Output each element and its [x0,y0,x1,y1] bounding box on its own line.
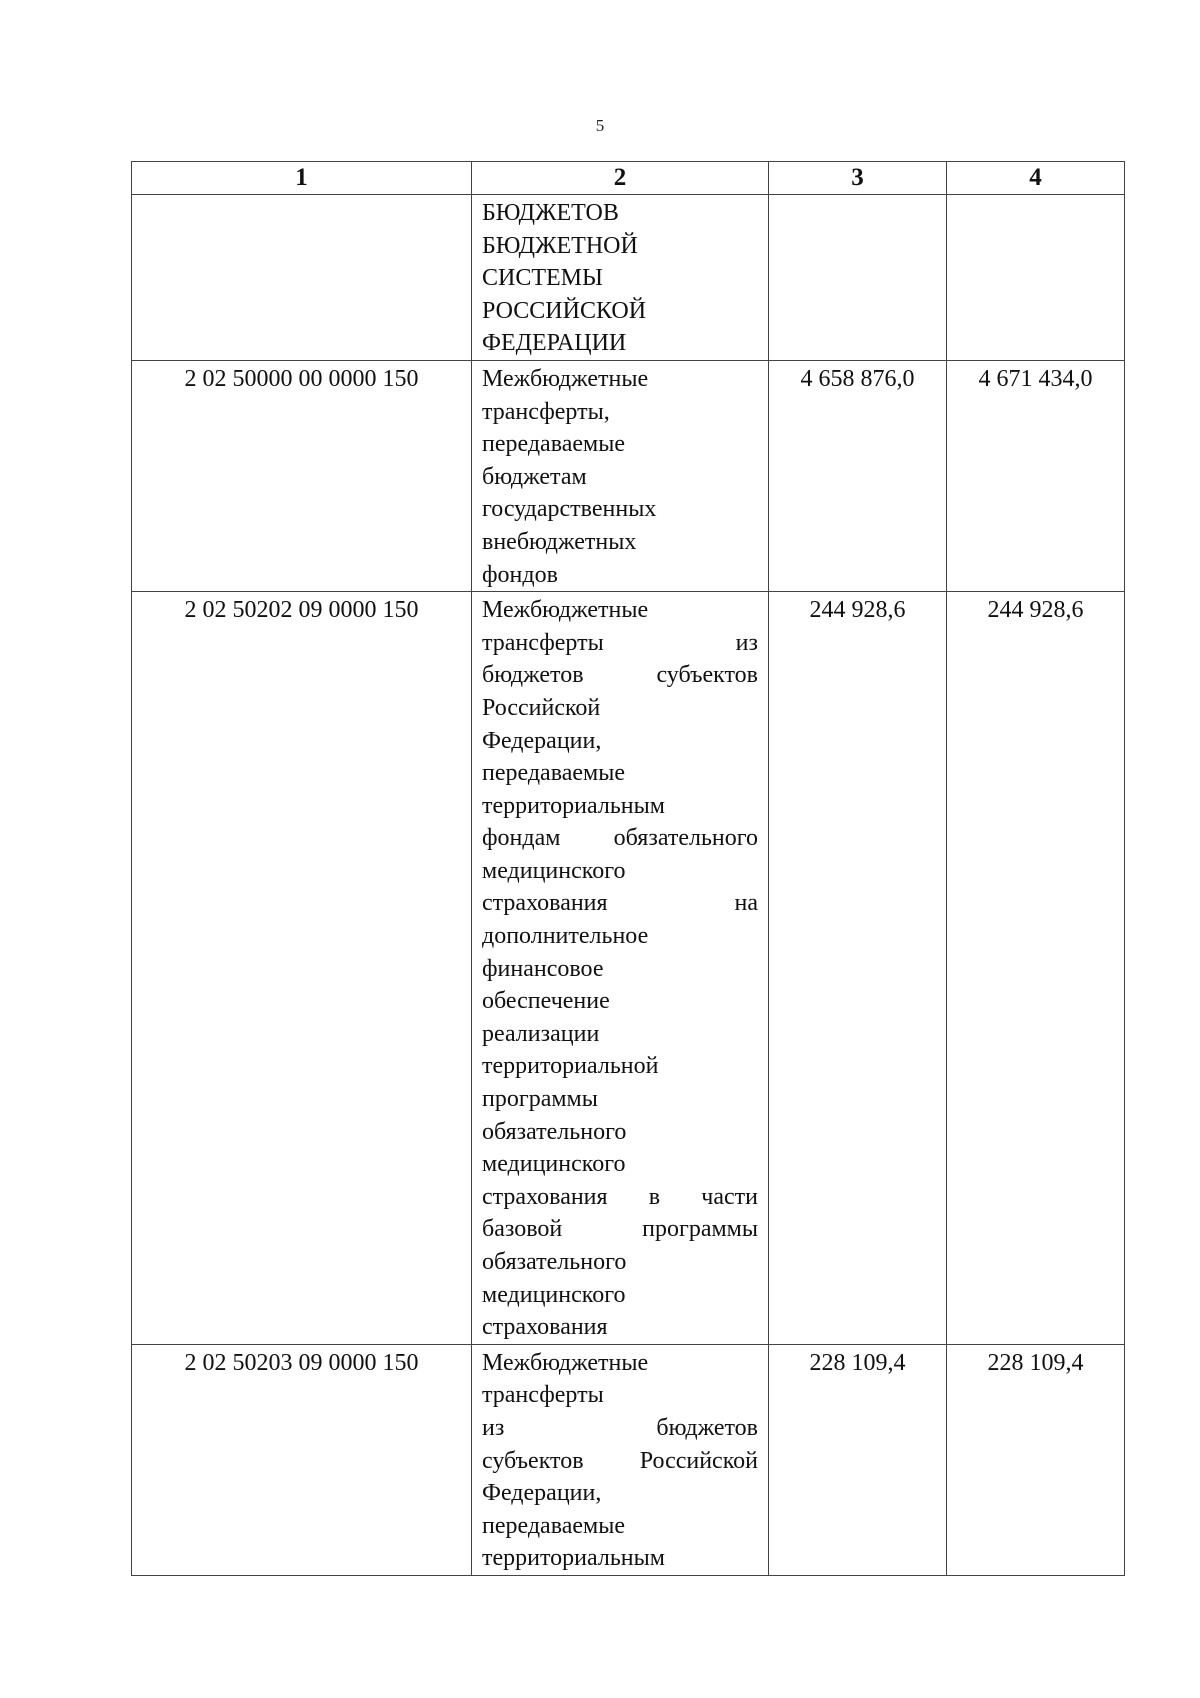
table-row [132,195,1125,361]
table-row [132,1344,1125,1575]
description-line: финансовое [482,955,604,982]
description-line: программы [482,1086,598,1113]
description-line: Российской [482,694,601,721]
description-line: из бюджетов [482,1414,758,1441]
description-line: обеспечение [482,988,610,1015]
description-cell [472,195,769,361]
description-line: медицинского [482,1281,626,1308]
header-row [132,162,1125,195]
value-col-4-cell: 228 109,4 [947,1344,1125,1575]
description-line: трансферты из [482,629,758,656]
description-line: БЮДЖЕТОВ [482,200,619,226]
description-line: реализации [482,1020,600,1047]
page-number: 5 [595,116,605,135]
description-line: бюджетов субъектов [482,662,758,689]
budget-code-cell [132,195,472,361]
table-body [132,195,1125,1576]
header-col-1: 1 [132,162,472,195]
description-line: БЮДЖЕТНОЙ [482,232,638,259]
value-col-3-cell: 4 658 876,0 [769,360,947,591]
description-line: фондов [482,561,558,588]
description-line: территориальным [482,792,665,819]
value-col-3-cell: 228 109,4 [769,1344,947,1575]
description-cell [472,592,769,1345]
description-line: субъектов Российской [482,1447,758,1474]
description-line: территориальным [482,1545,665,1572]
description-line: внебюджетных [482,528,637,555]
description-line: передаваемые [482,431,625,458]
description-line: медицинского [482,857,626,884]
description-cell [472,360,769,591]
description-line: трансферты [482,1382,604,1409]
description-line: Межбюджетные [482,1349,649,1376]
budget-table [131,161,1125,1576]
description-line: Межбюджетные [482,597,649,624]
description-line: фондам обязательного [482,825,758,852]
table-row [132,360,1125,591]
description-line: передаваемые [482,760,625,787]
description-line: государственных [482,496,657,523]
table-row [132,592,1125,1345]
description-line: обязательного [482,1249,627,1275]
description-line: бюджетам [482,463,587,490]
description-line: Межбюджетные [482,365,649,392]
description-line: медицинского [482,1151,626,1178]
description-line: базовой программы [482,1216,758,1243]
value-col-3-cell [769,195,947,361]
header-col-2: 2 [472,162,769,195]
description-line: дополнительное [482,923,649,950]
value-col-4-cell: 4 671 434,0 [947,360,1125,591]
description-line: Федерации, [482,727,602,754]
description-line: трансферты, [482,398,610,425]
value-col-4-cell: 244 928,6 [947,592,1125,1345]
budget-code-cell: 2 02 50000 00 0000 150 [132,360,472,591]
description-line: страхования [482,1314,608,1341]
description-line: обязательного [482,1118,627,1145]
description-line: ФЕДЕРАЦИИ [482,330,627,357]
description-line: Федерации, [482,1480,602,1507]
budget-code-cell: 2 02 50202 09 0000 150 [132,592,472,1345]
description-cell [472,1344,769,1575]
budget-code-cell: 2 02 50203 09 0000 150 [132,1344,472,1575]
description-line: РОССИЙСКОЙ [482,297,647,324]
description-line: страхования на [482,890,758,917]
description-line: страхования в части [482,1183,758,1210]
header-col-4: 4 [947,162,1125,195]
description-line: передаваемые [482,1512,625,1539]
description-line: территориальной [482,1053,659,1080]
value-col-4-cell [947,195,1125,361]
description-line: СИСТЕМЫ [482,265,603,292]
value-col-3-cell: 244 928,6 [769,592,947,1345]
header-col-3: 3 [769,162,947,195]
